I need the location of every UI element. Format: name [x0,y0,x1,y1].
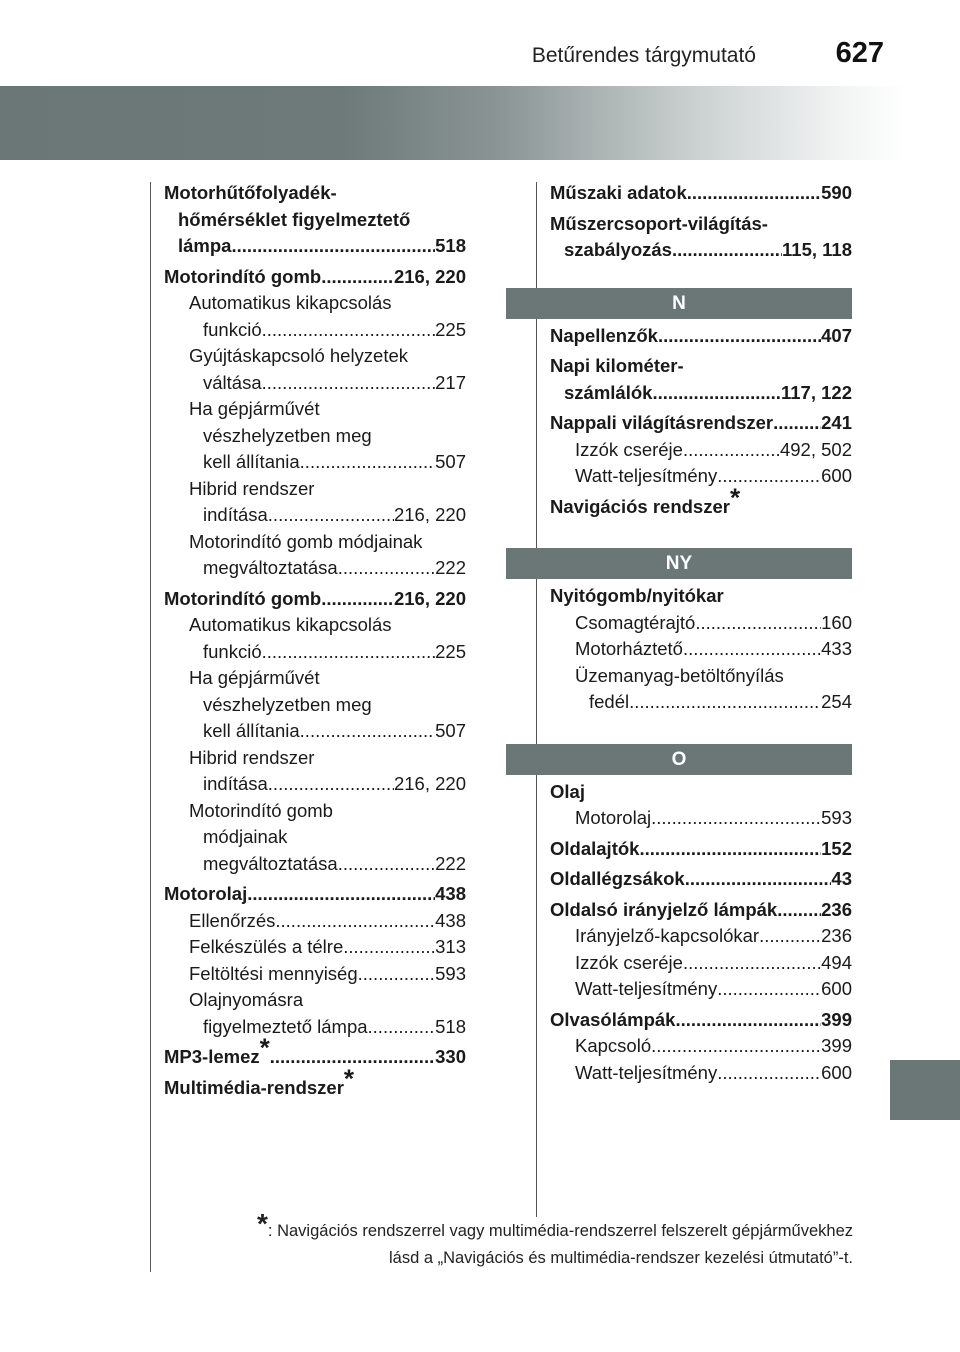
index-entry: MP3-lemez* ..... 330 [164,1044,466,1071]
index-subentry: Feltöltési mennyiség ..... 593 [164,961,466,988]
index-subentry: Csomagtérajtó ..... 160 [550,610,852,637]
page-ref: 399 [821,1008,852,1030]
page-ref: 160 [821,611,852,633]
index-right-column [550,180,852,1086]
asterisk-mark: * [343,1063,355,1093]
index-subentry: Motorolaj ..... 593 [550,805,852,832]
index-subentry: Automatikus kikapcsolás funkció ..... 225 [164,612,466,665]
page-ref: 241 [821,412,852,433]
page-ref: 507 [435,451,466,472]
index-entry: Oldalajtók ..... 152 [550,836,852,863]
index-subentry: Izzók cseréje ..... 494 [550,950,852,977]
index-entry: Olvasólámpák ..... 399 [550,1007,852,1034]
page-ref: 438 [435,909,466,931]
asterisk-mark: * [259,1032,270,1063]
page-ref: 216, 220 [393,504,466,525]
index-entry: Nappali világításrendszer ..... 241 [550,410,852,437]
page-ref: 117, 122 [781,381,852,403]
page-ref: 236 [821,925,852,946]
page-ref: 433 [821,638,852,659]
index-subentry: Ha gépjárművét vészhelyzetben meg kell állítania ..... 507 [164,665,466,745]
middle-column-rule [536,182,537,1217]
index-entry: Napi kilométer- számlálók ..... 117, 122 [550,353,852,406]
index-subentry: Automatikus kikapcsolás funkció ..... 225 [164,290,466,343]
page-ref: 43 [831,868,852,889]
page-ref: 330 [435,1046,466,1067]
index-entry: Motorindító gomb ..... 216, 220 [164,264,466,291]
left-column-rule [150,182,151,1272]
page-ref: 507 [435,720,466,741]
index-entry: Műszaki adatok ..... 590 [550,180,852,207]
page-ref: 593 [821,807,852,828]
index-subentry: Hibrid rendszer indítása ..... 216, 220 [164,476,466,529]
page-ref: 492, 502 [779,438,852,460]
page-ref: 225 [435,318,466,340]
index-subentry: Irányjelző-kapcsolókar ..... 236 [550,923,852,950]
index-entry: Olaj [550,780,585,802]
index-subentry: Olajnyomásra figyelmeztető lámpa ..... 518 [164,987,466,1040]
index-subentry: Motorháztető ..... 433 [550,636,852,663]
index-entry: Navigációs rendszer* [550,482,741,517]
page-ref: 254 [821,691,852,712]
page-ref: 590 [821,182,852,203]
page-ref: 115, 118 [782,239,852,260]
page-ref: 438 [435,883,466,904]
index-entry: Oldalsó irányjelző lámpák ..... 236 [550,897,852,924]
index-entry: Nyitógomb/nyitókar [550,585,724,606]
page-ref: 600 [821,465,852,486]
page-ref: 494 [821,951,852,973]
page-ref: 399 [821,1035,852,1056]
page-ref: 593 [435,962,466,984]
page-ref: 216, 220 [393,773,466,794]
index-entry: Multimédia-rendszer* [164,1063,355,1098]
index-subentry: Ellenőrzés ..... 438 [164,908,466,935]
page-ref: 313 [435,936,466,957]
page-ref: 217 [435,371,466,393]
section-header-o: O [506,744,852,775]
index-subentry: Üzemanyag-betöltőnyílás fedél ..... 254 [550,663,852,716]
running-header-title: Betűrendes tárgymutató [531,44,756,67]
section-header-n: N [506,288,852,319]
page-number: 627 [835,37,884,69]
index-subentry: Izzók cseréje ..... 492, 502 [550,437,852,464]
index-subentry: Motorindító gomb módjainak megváltoztatása ..... 222 [164,798,466,878]
header-banner [0,86,905,160]
page-ref: 236 [821,898,852,920]
page-ref: 222 [435,557,466,578]
asterisk-mark: * [729,482,741,512]
page-ref: 152 [821,837,852,859]
section-header-ny: NY [506,548,852,579]
index-subentry: Ha gépjárművét vészhelyzetben meg kell állítania ..... 507 [164,396,466,476]
page-ref: 407 [821,324,852,346]
index-subentry: Watt-teljesítmény ..... 600 [550,1060,852,1087]
page-ref: 518 [435,1015,466,1037]
page-ref: 600 [821,1061,852,1083]
index-subentry: Felkészülés a télre ..... 313 [164,934,466,961]
page-ref: 222 [435,852,466,874]
index-entry: Napellenzők ..... 407 [550,323,852,350]
page-ref: 225 [435,640,466,662]
page-ref: 600 [821,978,852,999]
footnote: *: Navigációs rendszerrel vagy multimédia-rendszerrel felszerelt gépjárművekhez lásd a „Navigációs és multimédia-rendszer kezelési útmutató”-t. [257,1208,853,1267]
index-entry: Műszercsoport-világítás- szabályozás ..... 115, 118 [550,211,852,264]
index-left-column [164,180,466,1101]
index-subentry: Hibrid rendszer indítása ..... 216, 220 [164,745,466,798]
index-subentry: Watt-teljesítmény ..... 600 [550,976,852,1003]
page-ref: 216, 220 [393,587,466,609]
index-subentry: Motorindító gomb módjainak megváltoztatása ..... 222 [164,529,466,582]
asterisk-mark: * [257,1208,268,1240]
page-ref: 518 [435,235,466,256]
index-subentry: Gyújtáskapcsoló helyzetek váltása ..... 217 [164,343,466,396]
page-ref: 216, 220 [393,265,466,287]
index-entry: Motorindító gomb ..... 216, 220 [164,586,466,613]
index-entry: Motorhűtőfolyadék- hőmérséklet figyelmeztető lámpa ..... 518 [164,180,466,260]
index-entry: Motorolaj ..... 438 [164,881,466,908]
index-entry: Oldallégzsákok ..... 43 [550,866,852,893]
index-subentry: Kapcsoló ..... 399 [550,1033,852,1060]
chapter-side-tab [890,1060,960,1120]
index-subentry: Watt-teljesítmény ..... 600 [550,463,852,490]
